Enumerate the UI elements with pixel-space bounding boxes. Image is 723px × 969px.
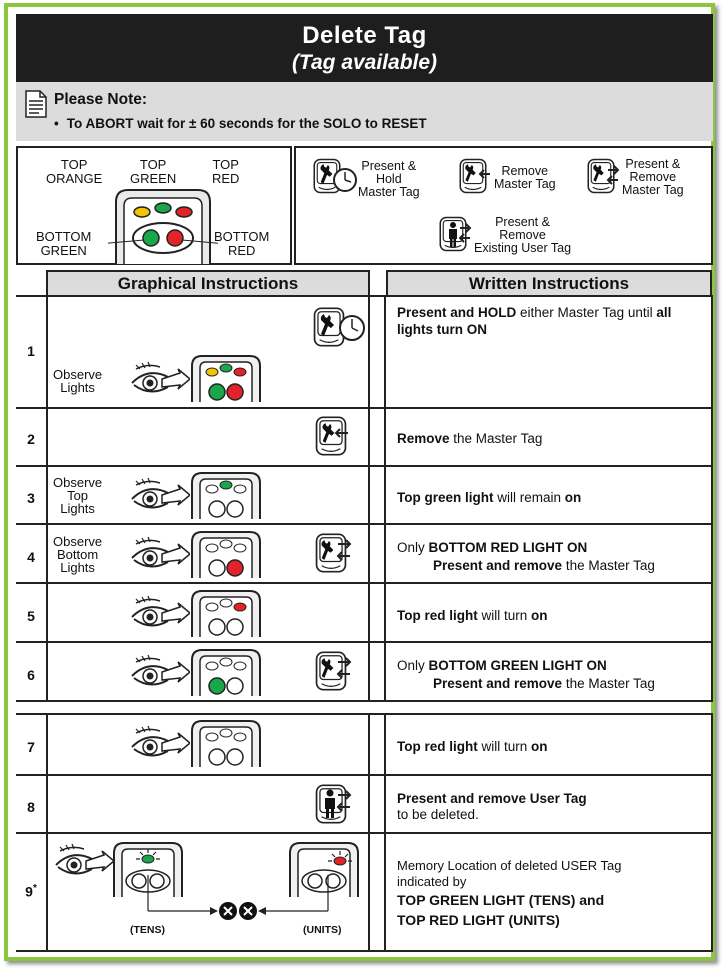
eye-icon (128, 534, 190, 580)
label-bottom-red: BOTTOM RED (214, 229, 270, 258)
label-bottom-green: BOTTOM GREEN (36, 229, 92, 258)
step-9-written: Memory Location of deleted USER Tag indicated by TOP GREEN LIGHT (TENS) and TOP RED LIGHT (UNITS) (397, 858, 622, 928)
led-panel-bottom-red (186, 530, 266, 580)
eye-icon (128, 652, 190, 698)
page-title: Delete Tag (302, 22, 427, 49)
step-6-written: Only BOTTOM GREEN LIGHT ON Present and remove the Master Tag (397, 658, 655, 691)
remove-icon (458, 156, 494, 200)
present-remove-user-label: Present & Remove Existing User Tag (474, 215, 572, 255)
step-5-written: Top red light will turn on (397, 608, 548, 623)
units-label: (UNITS) (303, 924, 342, 936)
step-2-written: Remove the Master Tag (397, 431, 543, 446)
present-remove-user-icon (438, 214, 474, 258)
present-remove-icon (586, 156, 622, 200)
present-remove-user-icon (314, 781, 354, 831)
step-7-written: Top red light will turn on (397, 739, 548, 754)
written-instructions-header: Written Instructions (386, 270, 712, 297)
eye-icon (128, 359, 190, 405)
header-bar (16, 14, 713, 82)
action-legend-box (294, 146, 713, 265)
present-remove-label: Present & Remove Master Tag (622, 157, 684, 197)
present-hold-icon (312, 156, 358, 200)
note-title: Please Note: (54, 91, 148, 108)
led-panel-top-red (186, 589, 266, 639)
step-4-graphic-label: Observe Bottom Lights (53, 534, 103, 575)
present-hold-icon (312, 304, 368, 352)
step-3-graphic-label: Observe Top Lights (53, 475, 103, 516)
eye-icon (128, 593, 190, 639)
step-number: 1 (27, 343, 35, 359)
remove-icon (314, 413, 354, 463)
eye-icon (128, 723, 190, 769)
led-panel-off (186, 719, 266, 769)
step-8-written: Present and remove User Tag to be deleted. (397, 791, 587, 822)
eye-icon (52, 841, 114, 887)
step-1-graphic-label: Observe Lights (53, 367, 103, 395)
document-icon (25, 90, 47, 118)
present-hold-label: Present & Hold Master Tag (358, 159, 420, 199)
step-3-written: Top green light will remain on (397, 490, 582, 505)
step-number: 5 (27, 608, 35, 624)
present-remove-icon (314, 648, 354, 698)
page-subtitle: (Tag available) (291, 51, 438, 74)
led-panel-bottom-green (186, 648, 266, 698)
label-top-red: TOP RED (212, 157, 240, 186)
step-4-written: Only BOTTOM RED LIGHT ON Present and remove the Master Tag (397, 540, 655, 573)
tens-units-connector (138, 875, 338, 923)
step-number: 2 (27, 431, 35, 447)
led-panel-top-green (186, 471, 266, 521)
label-top-orange: TOP ORANGE (46, 157, 103, 186)
step-number: 7 (27, 739, 35, 755)
graphical-instructions-header: Graphical Instructions (46, 270, 370, 297)
tens-label: (TENS) (130, 924, 165, 936)
step-number: 4 (27, 549, 35, 565)
label-top-green: TOP GREEN (130, 157, 177, 186)
note-bullet: • To ABORT wait for ± 60 seconds for the SOLO to RESET (54, 116, 427, 131)
step-number: 6 (27, 667, 35, 683)
steps-table-1 (16, 295, 713, 702)
present-remove-icon (314, 530, 354, 580)
step-1-written: Present and HOLD either Master Tag until all lights turn ON (397, 305, 672, 337)
page-frame (4, 3, 715, 961)
remove-label: Remove Master Tag (494, 164, 556, 191)
light-legend-box (16, 146, 292, 265)
note-panel (16, 82, 713, 141)
step-number: 8 (27, 799, 35, 815)
step-number: 9* (25, 883, 37, 900)
led-panel-legend (108, 184, 218, 264)
eye-icon (128, 475, 190, 521)
step-number: 3 (27, 490, 35, 506)
led-panel-all-on (186, 354, 266, 404)
